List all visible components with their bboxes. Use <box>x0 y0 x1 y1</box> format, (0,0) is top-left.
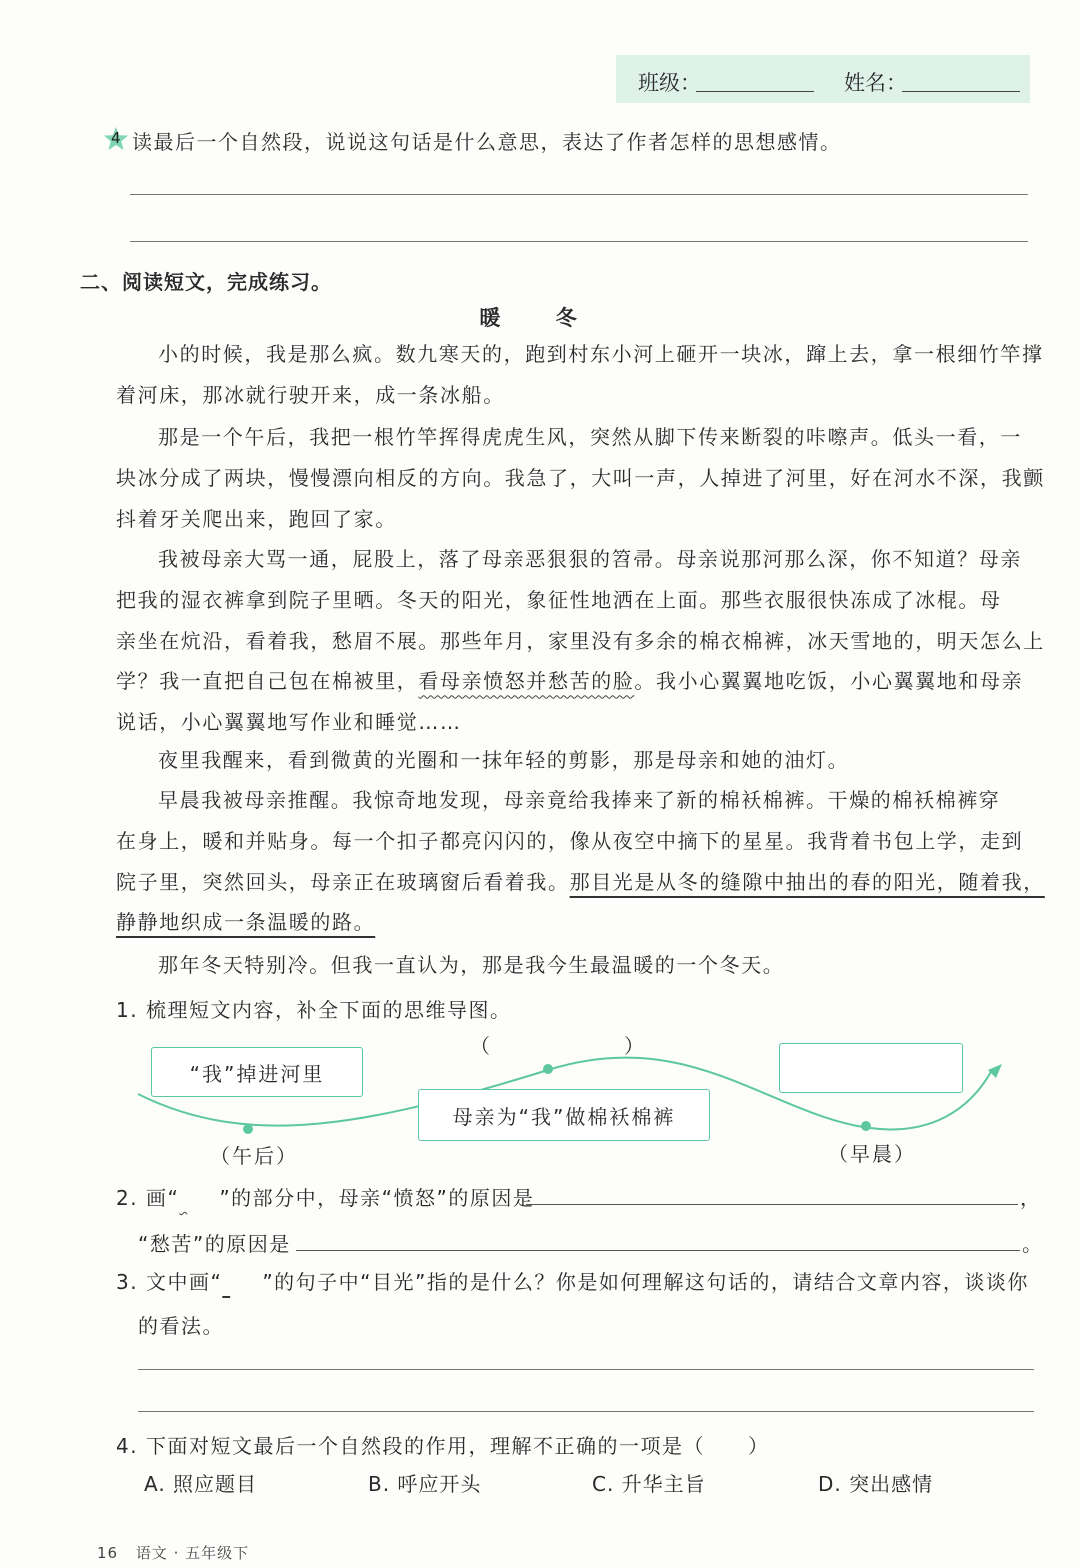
text-line: 那是一个午后，我把一根竹竿挥得虎虎生风，突然从脚下传来断裂的咔嚓声。低头一看，一 <box>158 425 1022 449</box>
label-morning: （早晨） <box>828 1142 916 1166</box>
paragraph-4 <box>116 740 1034 781</box>
subject-label: 语文 · 五年级下 <box>135 1544 250 1562</box>
timeline-dot <box>543 1064 553 1074</box>
text-segment: 2. 画“ <box>116 1186 180 1210</box>
label-afternoon: （午后） <box>210 1144 298 1168</box>
text-line: 夜里我醒来，看到微黄的光圈和一抹年轻的剪影，那是母亲和她的油灯。 <box>158 748 850 772</box>
arrow-icon <box>988 1064 1002 1078</box>
question-4-bottom-text: 4. 下面对短文最后一个自然段的作用，理解不正确的一项是（ ） <box>116 1434 770 1458</box>
text-line: 抖着牙关爬出来，跑回了家。 <box>116 506 397 531</box>
underline-sample <box>222 1270 262 1294</box>
text-line: 亲坐在炕沿，看着我，愁眉不展。那些年月，家里没有多余的棉衣棉裤，冰天雪地的，明天怎么上 <box>116 628 1045 653</box>
class-label: 班级： <box>638 71 701 95</box>
question-number: 4 <box>111 129 121 147</box>
text-line: 我被母亲大骂一通，屁股上，落了母亲恶狠狠的笤帚。母亲说那河那么深，你不知道？母亲 <box>158 547 1022 571</box>
text-line: 块冰分成了两块，慢慢漂向相反的方向。我急了，大叫一声，人掉进了河里，好在河水不深，我颤 <box>116 465 1045 490</box>
text-segment: 院子里，突然回头，母亲正在玻璃窗后看着我。 <box>116 869 570 894</box>
text-segment: 3. 文中画“ <box>116 1270 223 1294</box>
text-line: 那年冬天特别冷。但我一直认为，那是我今生最温暖的一个冬天。 <box>158 953 785 977</box>
question-4-text: 读最后一个自然段，说说这句话是什么意思，表达了作者怎样的思想感情。 <box>132 130 842 154</box>
text-line: 小的时候，我是那么疯。数九寒天的，跑到村东小河上砸开一块冰，蹿上去，拿一根细竹竿撑 <box>158 342 1044 366</box>
paragraph-2 <box>116 417 1045 539</box>
text-line <box>116 902 1034 943</box>
mindmap-box-1: “我”掉进河里 <box>151 1047 363 1097</box>
question-2-text <box>116 1182 534 1211</box>
answer-line[interactable] <box>138 1369 1034 1370</box>
question-3-line2: 的看法。 <box>138 1314 224 1338</box>
paragraph-5 <box>116 780 1045 943</box>
option-c[interactable]: C. 升华主旨 <box>592 1472 706 1496</box>
mindmap-box-2: 母亲为“我”做棉袄棉裤 <box>418 1089 710 1141</box>
question-2-line2: “愁苦”的原因是 <box>138 1232 291 1256</box>
comma: ， <box>1020 1186 1042 1210</box>
text-segment: 学？我一直把自己包在棉被里， <box>116 669 419 694</box>
name-field[interactable] <box>902 91 1020 92</box>
answer-line[interactable] <box>296 1250 1020 1251</box>
wavy-sample <box>179 1186 219 1210</box>
answer-line[interactable] <box>130 194 1028 195</box>
text-segment: ”的句子中“目光”指的是什么？你是如何理解这句话的，请结合文章内容，谈谈你 <box>262 1270 1029 1294</box>
class-field[interactable] <box>696 91 814 92</box>
mindmap-box-3[interactable] <box>779 1043 963 1093</box>
option-a[interactable]: A. 照应题目 <box>144 1472 258 1496</box>
answer-line[interactable] <box>138 1411 1034 1412</box>
question-3-text <box>116 1266 1029 1295</box>
text-line <box>116 862 1045 903</box>
period: 。 <box>1022 1232 1044 1256</box>
answer-line[interactable] <box>130 241 1028 242</box>
page-footer <box>97 1542 249 1563</box>
text-line: 把我的湿衣裤拿到院子里晒。冬天的阳光，象征性地洒在上面。那些衣服很快冻成了冰棍。母 <box>116 587 1002 612</box>
top-blank-paren[interactable]: （ ） <box>470 1034 646 1058</box>
text-line: 在身上，暖和并贴身。每一个扣子都亮闪闪的，像从夜空中摘下的星星。我背着书包上学，走到 <box>116 828 1024 853</box>
answer-line[interactable] <box>526 1204 1018 1205</box>
text-line: 着河床，那冰就行驶开来，成一条冰船。 <box>116 382 505 407</box>
student-info-box <box>616 55 1030 103</box>
text-segment: ”的部分中，母亲“愤怒”的原因是 <box>219 1186 535 1210</box>
story-title: 暖 冬 <box>479 306 601 330</box>
option-d[interactable]: D. 突出感情 <box>818 1472 934 1496</box>
text-segment: 。我小心翼翼地吃饭，小心翼翼地和母亲 <box>634 669 1024 694</box>
text-line: 早晨我被母亲推醒。我惊奇地发现，母亲竟给我捧来了新的棉袄棉裤。干燥的棉袄棉裤穿 <box>158 788 1001 812</box>
question-1-text: 1. 梳理短文内容，补全下面的思维导图。 <box>116 998 512 1022</box>
timeline-dot <box>861 1121 871 1131</box>
name-label: 姓名： <box>844 71 907 95</box>
option-b[interactable]: B. 呼应开头 <box>368 1472 482 1496</box>
paragraph-1 <box>116 334 1044 416</box>
page-number: 16 <box>97 1544 119 1562</box>
section-title: 二、阅读短文，完成练习。 <box>80 270 332 294</box>
paragraph-3 <box>116 539 1045 743</box>
timeline-dot <box>243 1124 253 1134</box>
underlined-sentence: 那目光是从冬的缝隙中抽出的春的阳光，随着我， <box>569 869 1045 894</box>
text-line <box>116 661 1034 702</box>
paragraph-6 <box>116 945 1034 986</box>
underlined-sentence: 静静地织成一条温暖的路。 <box>116 910 376 935</box>
wavy-underlined-sentence: 看母亲愤怒并愁苦的脸 <box>418 669 635 694</box>
text-line: 说话，小心翼翼地写作业和睡觉…… <box>116 710 462 735</box>
